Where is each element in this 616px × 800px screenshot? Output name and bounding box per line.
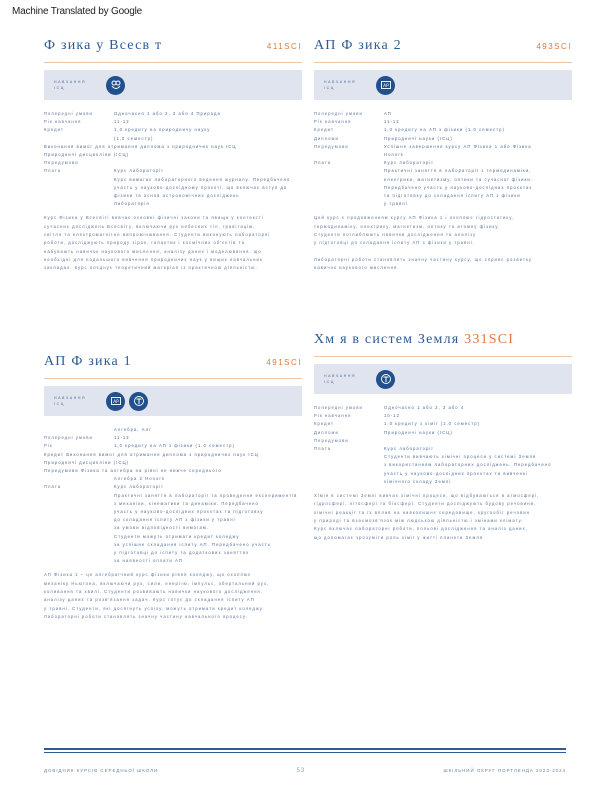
scroll-icon xyxy=(129,392,148,411)
info-row xyxy=(44,192,302,200)
info-key: Передумови xyxy=(314,143,349,149)
info-key xyxy=(44,135,114,143)
course-description xyxy=(314,214,572,272)
info-row xyxy=(314,453,572,461)
info-row xyxy=(44,524,302,532)
course-title: АП Ф зика 1 xyxy=(44,354,132,369)
info-value: до складання іспиту АП з фізики у травні xyxy=(114,517,236,523)
description-line: термодинаміку, електрику, магнетизм, оптику та атомну фізику. xyxy=(314,223,501,229)
info-key xyxy=(44,541,114,549)
info-value: участь у науково-дослідному проєкті, що включає вступ до xyxy=(114,184,288,190)
info-row xyxy=(314,445,572,453)
info-row xyxy=(44,110,302,118)
info-key xyxy=(44,500,114,508)
description-line: механіку Ньютона, включаючи рух, сили, енергію, імпульс, обертальний рух, xyxy=(44,580,270,586)
title-divider xyxy=(314,62,572,63)
footer-left-text: ДОВІДНИК КУРСІВ СЕРЕДНЬОЇ ШКОЛИ xyxy=(44,768,159,773)
info-value: 11-12 xyxy=(114,119,130,125)
description-line: Курс Фізика у Всесвіті вивчає основні фізичні закони та явища у контексті xyxy=(44,215,264,221)
info-key: Рік навчання xyxy=(44,119,82,125)
description-line: роботи, досліджують природу зірок, галактик і космічних об'єктів та xyxy=(44,240,245,246)
description-line: Лабораторні роботи становлять значну частину навчального процесу. xyxy=(44,613,248,619)
description-line xyxy=(314,248,572,256)
info-row xyxy=(44,442,302,450)
band-label: НАВЧАННЯ ІСЦ xyxy=(324,80,357,90)
info-value: (1,0 семестр) xyxy=(114,135,154,141)
info-key: Плата xyxy=(44,484,62,490)
course-ap-physics-2 xyxy=(314,38,572,273)
info-value: АП xyxy=(384,111,392,116)
course-title: Хм я в систем Земля 331SCI xyxy=(314,332,515,347)
info-value: Курс лабораторії xyxy=(384,160,434,166)
info-value: та підготовку до складання іспиту АП з фізики xyxy=(384,193,521,199)
info-key: Рік xyxy=(44,443,53,449)
course-ap-physics-1 xyxy=(44,354,302,621)
info-row xyxy=(44,475,302,483)
course-description xyxy=(44,571,302,621)
description-line: закладах. Курс поєднує теоретичний матеріал із практичною діяльністю. xyxy=(44,265,258,271)
info-value xyxy=(384,437,572,445)
description-line: Курс включає лабораторні роботи, польові дослідження та аналіз даних, xyxy=(314,526,528,532)
info-value: 1,0 кредиту на природничу науку xyxy=(114,127,211,133)
info-value: Алгебра 2 Honors xyxy=(114,476,165,482)
course-info xyxy=(44,110,302,208)
course-icon-band xyxy=(314,364,572,394)
course-number-inline: 331SCI xyxy=(464,332,515,347)
title-divider xyxy=(44,62,302,63)
info-row xyxy=(314,192,572,200)
info-key: Рік навчання xyxy=(314,119,352,125)
info-row xyxy=(44,159,302,167)
description-line: АП Фізика 1 – це алгебраїчний курс фізики рівня коледжу, що охоплює xyxy=(44,572,252,578)
info-line: Виконання вимог для отримання диплома з природничих наук ІСЦ xyxy=(44,143,237,149)
info-value: Honors xyxy=(384,152,404,158)
description-line: у природі та взаємозв'язок між людською діяльністю і змінами клімату. xyxy=(314,517,524,523)
info-key: Кредит xyxy=(314,421,335,427)
info-value: електрики, магнетизму, оптики та сучасної фізики. xyxy=(384,176,533,182)
info-line: Передумови Фізика та алгебра на рівні не нижче середнього xyxy=(44,468,222,474)
info-value: хімічного складу Землі xyxy=(384,478,452,484)
info-key xyxy=(44,200,114,208)
info-value: Природничі науки (ІСЦ) xyxy=(384,135,453,141)
info-value: 1,0 кредиту на АП з фізики (1,0 семестр) xyxy=(114,443,235,449)
info-key: Дипломи xyxy=(314,135,339,141)
info-value xyxy=(114,159,302,167)
info-value: Одночасно 1 або 2, 3 або 4 Природа xyxy=(114,111,221,116)
info-key xyxy=(314,453,384,461)
course-icon-band xyxy=(44,70,302,100)
info-row xyxy=(44,434,302,442)
description-line: навичок наукового мислення. xyxy=(314,265,400,271)
info-row xyxy=(314,429,572,437)
info-key xyxy=(44,549,114,557)
info-key xyxy=(314,461,384,469)
info-value: з механіки, кінематики та динаміки. Передбачено xyxy=(114,500,259,506)
page-number: 53 xyxy=(296,768,306,774)
info-value: Студенти вивчають хімічні процеси у системі Земля xyxy=(384,454,537,460)
info-row xyxy=(44,176,302,184)
info-key: Попередні умови xyxy=(314,111,363,116)
info-key xyxy=(44,426,114,434)
info-key xyxy=(314,151,384,159)
info-key xyxy=(314,176,384,184)
owl-icon xyxy=(106,76,125,95)
svg-text:AP: AP xyxy=(382,84,389,89)
info-value: участь у науково-дослідних проєктах та підготовку xyxy=(114,509,264,515)
band-label: НАВЧАННЯ ІСЦ xyxy=(54,396,87,406)
description-line: Цей курс є продовженням курсу АП Фізика 1 і охоплює гідростатику, xyxy=(314,215,515,221)
info-row xyxy=(44,508,302,516)
info-row xyxy=(314,461,572,469)
course-info xyxy=(314,110,572,208)
description-line: хімічні реакції та їх вплив на навколишнє середовище, кругообіг речовин xyxy=(314,509,531,515)
info-row xyxy=(44,135,302,143)
info-row xyxy=(314,118,572,126)
info-value: Курс лабораторії xyxy=(114,484,164,490)
info-line: Природничі дисципліни (ІСЦ) xyxy=(44,459,130,465)
description-line: у травні. Студенти, які досягнуть успіху, можуть отримати кредит коледжу. xyxy=(44,605,265,611)
course-icon-band xyxy=(314,70,572,100)
info-value: 11-12 xyxy=(384,119,400,125)
info-key xyxy=(44,524,114,532)
title-divider xyxy=(44,378,302,379)
description-line: світло та електромагнітне випромінювання. Студенти виконують лабораторні xyxy=(44,232,271,238)
machine-translated-banner: Machine Translated by Google xyxy=(12,6,143,17)
info-row xyxy=(314,200,572,208)
info-value: за умови відповідності вимогам. xyxy=(114,525,210,531)
info-key: Плата xyxy=(44,168,62,174)
info-row xyxy=(314,437,572,445)
info-value: Студенти можуть отримати кредит коледжу xyxy=(114,533,240,539)
course-physics-universe xyxy=(44,38,302,273)
info-value: Алгебра, Алг xyxy=(114,427,152,432)
info-value: Одночасно 1 або 2, 3 або 4 xyxy=(384,405,465,410)
info-key xyxy=(44,176,114,184)
info-row xyxy=(314,404,572,412)
description-line: сучасних досліджень Всесвіту, включаючи рух небесних тіл, гравітацію, xyxy=(44,223,256,229)
footer-divider xyxy=(44,748,566,753)
title-divider xyxy=(314,356,572,357)
info-row xyxy=(314,151,572,159)
info-key xyxy=(44,475,114,483)
info-row xyxy=(44,200,302,208)
info-row xyxy=(44,483,302,491)
course-description xyxy=(314,492,572,542)
info-row xyxy=(44,118,302,126)
info-row xyxy=(314,478,572,486)
info-value: Лабораторія xyxy=(114,201,150,207)
info-key xyxy=(44,516,114,524)
description-line: Лабораторні роботи становлять значну частину курсу, що сприяє розвитку xyxy=(314,256,533,262)
info-key: Кредит xyxy=(44,127,65,133)
page-footer xyxy=(44,768,566,774)
info-line: Природничі дисципліни (ІСЦ) xyxy=(44,152,130,158)
info-row xyxy=(314,110,572,118)
info-key: Передумови xyxy=(44,160,79,166)
info-key: Плата xyxy=(314,446,332,452)
info-key: Передумови xyxy=(314,437,349,443)
description-line: що допомагає зрозуміти роль хімії у житті планети Земля. xyxy=(314,534,486,540)
info-key: Попередні умови xyxy=(314,405,363,410)
info-row xyxy=(314,470,572,478)
info-key xyxy=(44,508,114,516)
info-value: Курс вимагає лабораторного ведення журналу. Передбачено xyxy=(114,176,291,182)
info-value: 1,0 кредиту з хімії (1,0 семестр) xyxy=(384,421,481,427)
info-key xyxy=(314,478,384,486)
info-row xyxy=(44,549,302,557)
info-value: Передбачено участь у науково-дослідних проєктах xyxy=(384,184,533,190)
course-info xyxy=(314,404,572,486)
info-row xyxy=(44,167,302,175)
info-row xyxy=(44,184,302,192)
info-value: Практичні заняття в лабораторії з термодинаміки, xyxy=(384,168,532,174)
description-line: набувають навичок наукового мислення, аналізу даних і моделювання, що xyxy=(44,248,262,254)
svg-text:AP: AP xyxy=(112,400,119,405)
course-info xyxy=(44,426,302,565)
info-row xyxy=(314,412,572,420)
info-value: Практичні заняття в лабораторії та проведення експериментів xyxy=(114,492,298,498)
info-row xyxy=(314,126,572,134)
info-key xyxy=(44,192,114,200)
info-row xyxy=(314,143,572,151)
description-line: гідросфері, літосфері та біосфері. Студенти досліджують будову речовини, xyxy=(314,501,537,507)
description-line: аналізу даних та розв'язання задач. Курс готує до складання іспиту АП xyxy=(44,597,255,603)
info-key xyxy=(314,167,384,175)
info-value: за успішне складання іспиту АП. Передбачено участь xyxy=(114,541,271,547)
description-line: необхідні для подальшого вивчення природничих наук у вищих навчальних xyxy=(44,256,264,262)
info-value: Курс лабораторії xyxy=(384,446,434,452)
info-key: Рік навчання xyxy=(314,413,352,419)
info-value: участь у науково-дослідних проєктах та вивченні xyxy=(384,470,529,476)
info-value: у травні xyxy=(384,201,408,207)
info-value: Природничі науки (ІСЦ) xyxy=(384,429,453,435)
course-icon-band xyxy=(44,386,302,416)
info-row xyxy=(44,541,302,549)
band-label: НАВЧАННЯ ІСЦ xyxy=(324,374,357,384)
info-line: Кредит Виконання вимог для отримання диплома з природничих наук ІСЦ xyxy=(44,451,259,457)
description-line: Хімія в системі Землі вивчає хімічні процеси, що відбуваються в атмосфері, xyxy=(314,493,540,499)
info-row xyxy=(44,492,302,500)
course-number: 411SCI xyxy=(266,42,302,51)
course-title: АП Ф зика 2 xyxy=(314,38,402,53)
info-key: Попередні умови xyxy=(44,111,93,116)
info-row xyxy=(44,557,302,565)
info-row xyxy=(44,126,302,134)
info-row xyxy=(44,533,302,541)
info-key: Кредит xyxy=(314,127,335,133)
info-key xyxy=(44,184,114,192)
course-description xyxy=(44,214,302,272)
description-line: коливання та хвилі. Студенти розвивають навички наукового дослідження, xyxy=(44,589,263,595)
info-key: Дипломи xyxy=(314,429,339,435)
info-row xyxy=(314,184,572,192)
info-value: з використанням лабораторних досліджень. Передбачено xyxy=(384,462,552,468)
footer-right-text: ШКІЛЬНИЙ ОКРУГ ПОРТЛЕНДА 2023-2024 xyxy=(443,768,566,773)
description-line: у підготовці до складання іспиту АП з фізики у травні. xyxy=(314,240,475,246)
info-row xyxy=(44,516,302,524)
course-title: Ф зика у Всесв т xyxy=(44,38,163,53)
info-key xyxy=(314,470,384,478)
info-key xyxy=(314,184,384,192)
info-key xyxy=(314,192,384,200)
info-row xyxy=(314,167,572,175)
description-line: Студенти поглиблюють навички дослідження та аналізу xyxy=(314,232,477,238)
info-key: Плата xyxy=(314,160,332,166)
info-value: у підготовці до іспиту та додаткових заняттях xyxy=(114,550,250,556)
info-row xyxy=(44,500,302,508)
info-value: за наявності оплати АП xyxy=(114,558,183,564)
info-value: 10-12 xyxy=(384,413,400,419)
info-value: 1,0 кредиту на АП з фізики (1,0 семестр) xyxy=(384,127,505,133)
info-row xyxy=(314,135,572,143)
info-key xyxy=(44,492,114,500)
info-row xyxy=(44,426,302,434)
info-key xyxy=(314,200,384,208)
info-value: Курс лабораторії xyxy=(114,168,164,174)
course-number: 493SCI xyxy=(536,42,572,51)
info-value: фізики та основ астрономічних досліджень xyxy=(114,193,240,199)
info-key xyxy=(44,533,114,541)
info-key xyxy=(44,557,114,565)
info-row xyxy=(314,420,572,428)
info-key: Попередні умови xyxy=(44,435,93,441)
info-row xyxy=(314,159,572,167)
info-row xyxy=(314,176,572,184)
ap-icon xyxy=(376,76,395,95)
scroll-icon xyxy=(376,370,395,389)
ap-icon xyxy=(106,392,125,411)
info-value: Успішне завершення курсу АП Фізика 1 або Фізика xyxy=(384,143,532,149)
info-value: 11-12 xyxy=(114,435,130,441)
course-number: 491SCI xyxy=(266,358,302,367)
course-chemistry-earth-system xyxy=(314,332,572,542)
band-label: НАВЧАННЯ ІСЦ xyxy=(54,80,87,90)
